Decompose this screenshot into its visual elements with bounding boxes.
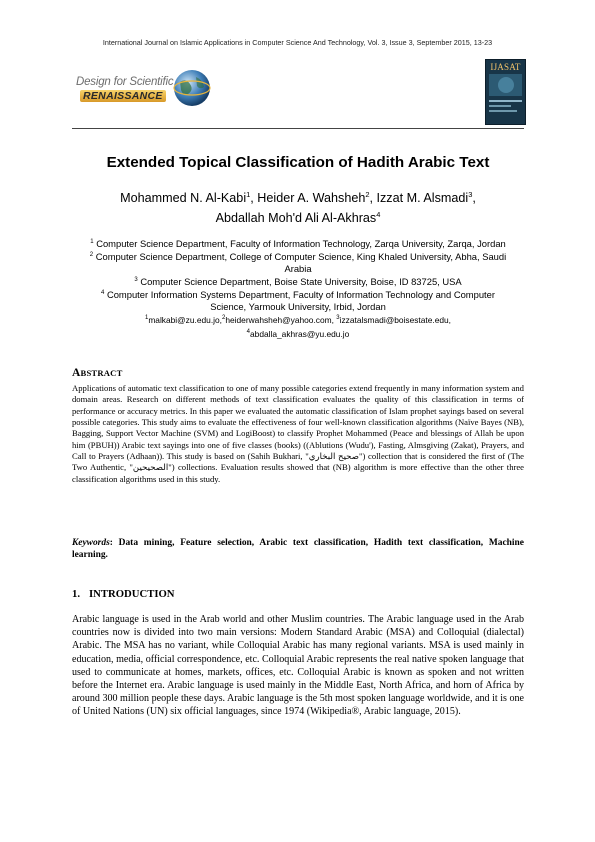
- affiliation-text: Computer Science Department, Boise State University, Boise, ID 83725, USA: [140, 276, 462, 288]
- author-separator: ,: [250, 191, 258, 206]
- keywords: [72, 537, 524, 562]
- author-name: Mohammed N. Al-Kabi: [120, 191, 247, 206]
- introduction-text: Arabic language is used in the Arab world and other Muslim countries. The Arabic language used in the Arab countries now is divided into two main versions: Modern Standard Arabic (MSA) and Colloquial (dialectal) Arabic. The MSA has no variant, while Colloquial Arabic has many regional variants. MSA is used mainly in education, media, official correspondence, etc. Colloquial Arabic represents the real native spoken language that used to communicate at homes, markets, offices, etc. Colloquial Arabic is known as spoken and not written before the Internet era. Arabic language is used mainly in the Middle East, North Africa, and horn of Africa by around 300 million people these days. Arabic language is the 5th most spoken language worldwide, and it is one of United Nations (UN) six official languages, since 1974 (Wikipedia®, Arabic language, 2015).: [72, 614, 524, 718]
- section-heading: [72, 588, 175, 600]
- abstract-heading-rest: BSTRACT: [80, 368, 123, 378]
- publisher-logo-line2: RENAISSANCE: [80, 90, 166, 102]
- affiliation: [82, 237, 514, 250]
- author-name: Izzat M. Alsmadi: [376, 191, 469, 206]
- section-number: 1.: [72, 588, 81, 600]
- affiliation-mark: 4: [101, 290, 105, 296]
- journal-cover-thumbnail: [485, 59, 526, 125]
- affiliation: [82, 250, 514, 275]
- author-mark: 2: [365, 190, 370, 199]
- keywords-label: Keywords: [72, 538, 110, 548]
- affiliation-list: [82, 237, 514, 340]
- email-link[interactable]: abdalla_akhras@yu.edu.jo: [250, 328, 350, 339]
- affiliation-text: Computer Information Systems Department, Faculty of Information Technology and Computer Science, Yarmouk University, Irbid, Jordan: [106, 289, 495, 313]
- email-mark: 2: [222, 314, 226, 321]
- email-link[interactable]: izzatalsmadi@boisestate.edu,: [339, 314, 452, 325]
- abstract-heading: [72, 367, 123, 379]
- affiliation: [82, 288, 514, 313]
- journal-cover-title: IJASAT: [490, 62, 521, 72]
- email-mark: 4: [246, 328, 251, 335]
- affiliation: [82, 275, 514, 288]
- author-list: [72, 187, 524, 226]
- section-title: INTRODUCTION: [89, 588, 175, 600]
- author-mark: 1: [246, 190, 251, 199]
- header-divider: [72, 128, 524, 129]
- affiliation-text: Computer Science Department, College of Computer Science, King Khaled University, Abha, Saudi Arabia: [95, 251, 507, 275]
- author-separator: ,: [369, 191, 377, 206]
- keywords-text: : Data mining, Feature selection, Arabic text classification, Hadith text classification, Machine learning.: [72, 538, 524, 561]
- author-name: Abdallah Moh'd Ali Al-Akhras: [215, 210, 377, 225]
- affiliation-mark: 2: [89, 252, 94, 259]
- journal-header: International Journal on Islamic Applications in Computer Science And Technology, Vol. 3, Issue 3, September 2015, 13-23: [102, 38, 493, 47]
- email-link[interactable]: malkabi@zu.edu.jo,: [148, 314, 222, 325]
- author-separator: ,: [472, 191, 476, 206]
- abstract-text: Applications of automatic text classification to one of many possible categories extend frequently in many information system and domain areas. Research on different methods of text classification evaluates the quality of this classification in terms of performance or accuracy metrics. In this paper we evaluated the automatic classification of Islam prophet sayings based on several possible categories. This study aims to evaluate the effectiveness of four well-known classification algorithms (Naïve Bayes (NB), Bagging, Support Vector Machine (SVM) and LogiBoost) to classify Prophet Mohammed (Peace and blessings of Allah be upon him (PBUH)) Arabic text sayings into one of five classes (books) ((Ablutions (Wudu'), Fasting, Almsgiving (Zakat), Prayers, and Call to Prayers (Adhaan)). This study is based on (Sahih Bukhari, "صحيح البخاري") collection that is considered the first of (The Two Authentic, "الصحيحين") collections. Evaluation results showed that (NB) algorithm is more effective than the other three classification algorithms used in this study.: [72, 383, 525, 484]
- affiliation-mark: 3: [134, 276, 138, 283]
- email-list: [82, 313, 514, 340]
- cover-art-icon: [486, 60, 525, 124]
- publisher-logo-line1: Design for Scientific: [76, 76, 174, 88]
- paper-title: Extended Topical Classification of Hadith Arabic Text: [106, 154, 490, 171]
- email-mark: 1: [144, 314, 149, 321]
- affiliation-mark: 1: [90, 239, 94, 245]
- email-link[interactable]: heiderwahsheh@yahoo.com,: [225, 314, 334, 325]
- author-mark: 3: [468, 190, 473, 199]
- affiliation-text: Computer Science Department, Faculty of Information Technology, Zarqa University, Zarqa, Jordan: [96, 238, 506, 250]
- globe-icon: [172, 68, 212, 108]
- author-name: Heider A. Wahsheh: [257, 191, 366, 206]
- author-mark: 4: [376, 209, 381, 219]
- abstract-heading-initial: A: [72, 367, 81, 379]
- email-mark: 3: [336, 314, 340, 321]
- publisher-logo: [72, 66, 212, 118]
